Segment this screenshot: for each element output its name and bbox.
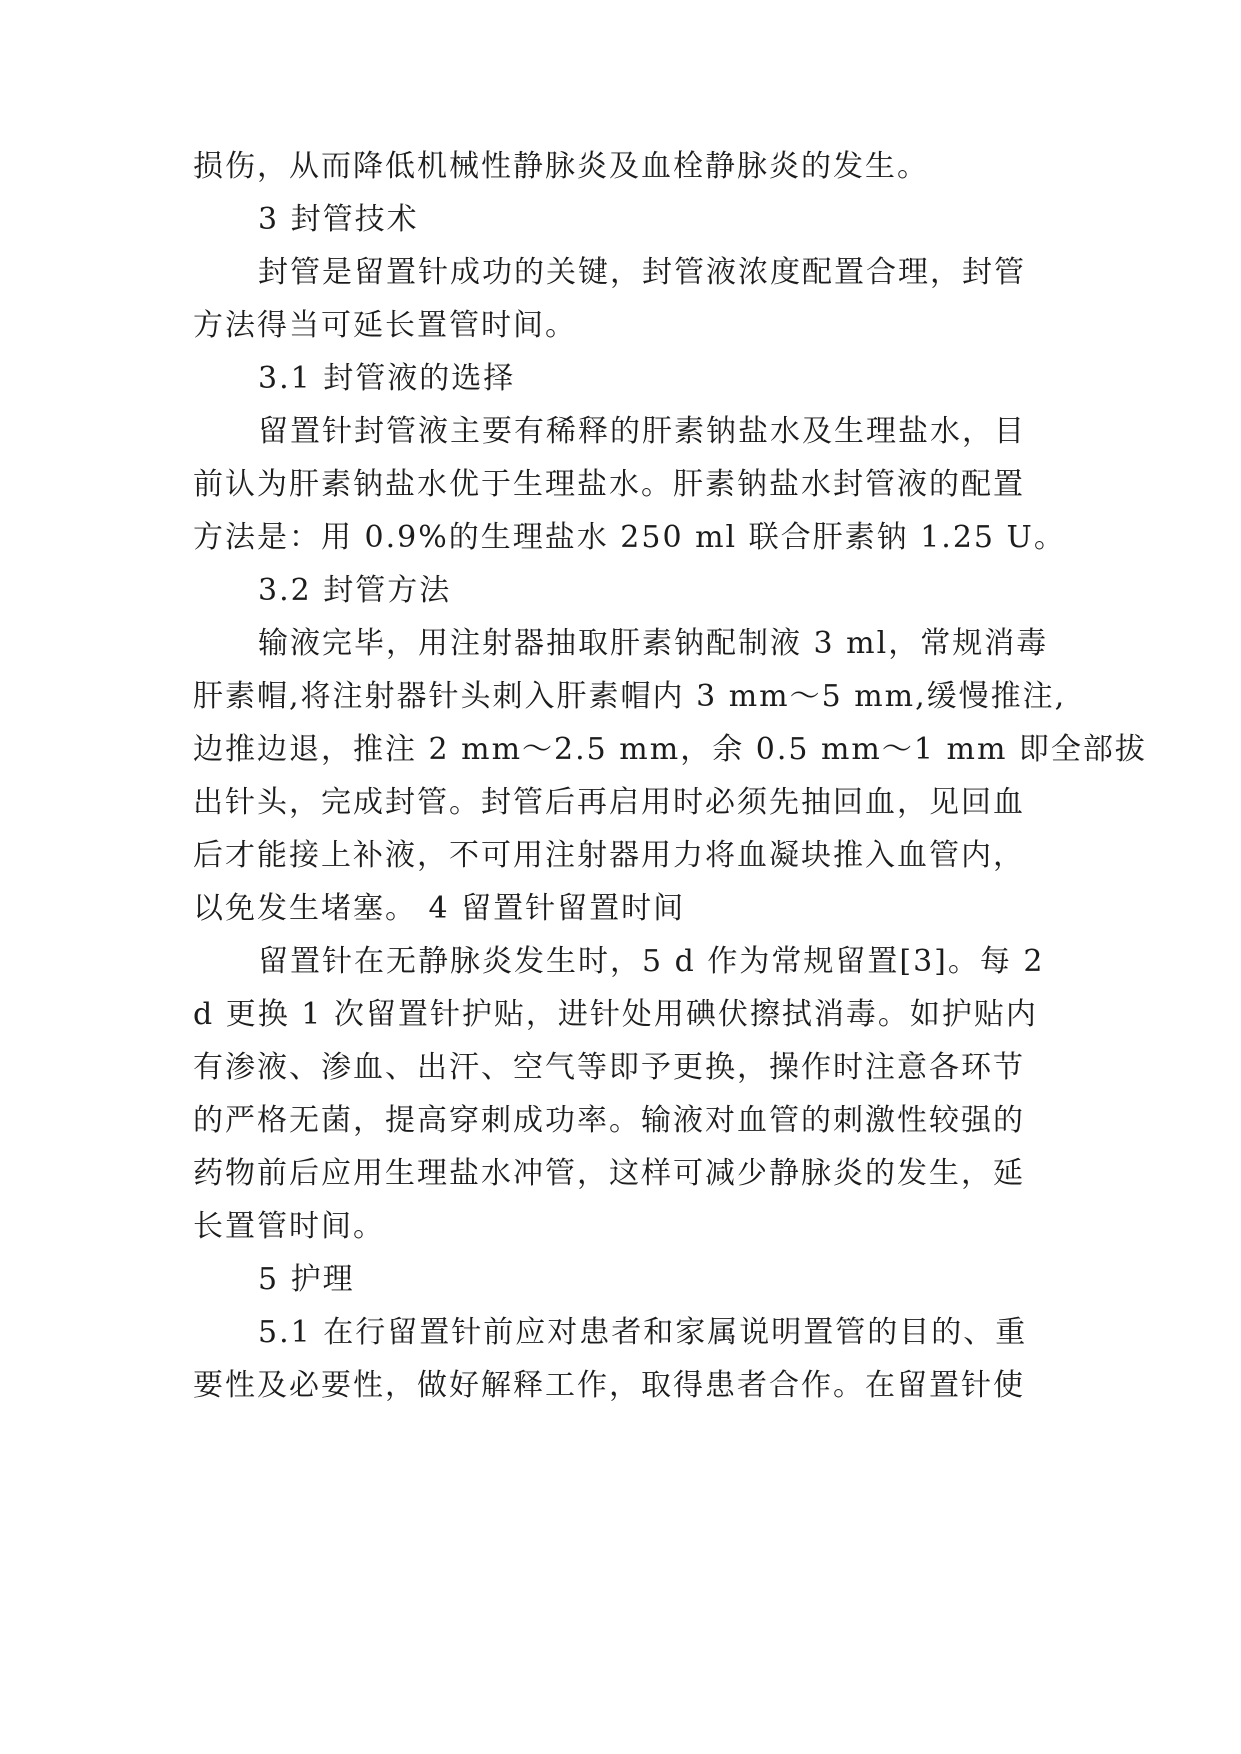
subsection-heading: 3.1 封管液的选择 — [258, 361, 516, 396]
paragraph-line: 方法得当可延长置管时间。 — [193, 308, 577, 343]
paragraph-line: 方法是：用 0.9%的生理盐水 250 ml 联合肝素钠 1.25 U。 — [193, 520, 1066, 555]
paragraph-line: 边推边退，推注 2 mm～2.5 mm，余 0.5 mm～1 mm 即全部拔 — [193, 732, 1147, 767]
subsection-heading: 3.2 封管方法 — [258, 573, 452, 608]
paragraph-line: 的严格无菌，提高穿刺成功率。输液对血管的刺激性较强的 — [193, 1103, 1025, 1138]
paragraph-line: 药物前后应用生理盐水冲管，这样可减少静脉炎的发生，延 — [193, 1156, 1025, 1191]
paragraph-line: 有渗液、渗血、出汗、空气等即予更换，操作时注意各环节 — [193, 1050, 1025, 1085]
paragraph-line: 前认为肝素钠盐水优于生理盐水。肝素钠盐水封管液的配置 — [193, 467, 1025, 502]
paragraph-line: 留置针在无静脉炎发生时，5 d 作为常规留置[3]。每 2 — [258, 944, 1045, 979]
section-heading: 5 护理 — [258, 1262, 355, 1297]
paragraph-line: 要性及必要性，做好解释工作，取得患者合作。在留置针使 — [193, 1368, 1025, 1403]
paragraph-line: 肝素帽,将注射器针头刺入肝素帽内 3 mm～5 mm,缓慢推注, — [193, 679, 1067, 714]
paragraph-line: 以免发生堵塞。 4 留置针留置时间 — [193, 891, 686, 926]
paragraph-line: 损伤，从而降低机械性静脉炎及血栓静脉炎的发生。 — [193, 149, 929, 184]
paragraph-line: 留置针封管液主要有稀释的肝素钠盐水及生理盐水，目 — [258, 414, 1026, 449]
paragraph-line: 长置管时间。 — [193, 1209, 385, 1244]
paragraph-line: 出针头，完成封管。封管后再启用时必须先抽回血，见回血 — [193, 785, 1025, 820]
paragraph-line: 封管是留置针成功的关键，封管液浓度配置合理，封管 — [258, 255, 1026, 290]
paragraph-line: 输液完毕，用注射器抽取肝素钠配制液 3 ml，常规消毒 — [258, 626, 1049, 661]
paragraph-line: 5.1 在行留置针前应对患者和家属说明置管的目的、重 — [258, 1315, 1028, 1350]
section-heading: 3 封管技术 — [258, 202, 419, 237]
paragraph-line: d 更换 1 次留置针护贴，进针处用碘伏擦拭消毒。如护贴内 — [193, 997, 1038, 1032]
paragraph-line: 后才能接上补液，不可用注射器用力将血凝块推入血管内， — [193, 838, 1025, 873]
